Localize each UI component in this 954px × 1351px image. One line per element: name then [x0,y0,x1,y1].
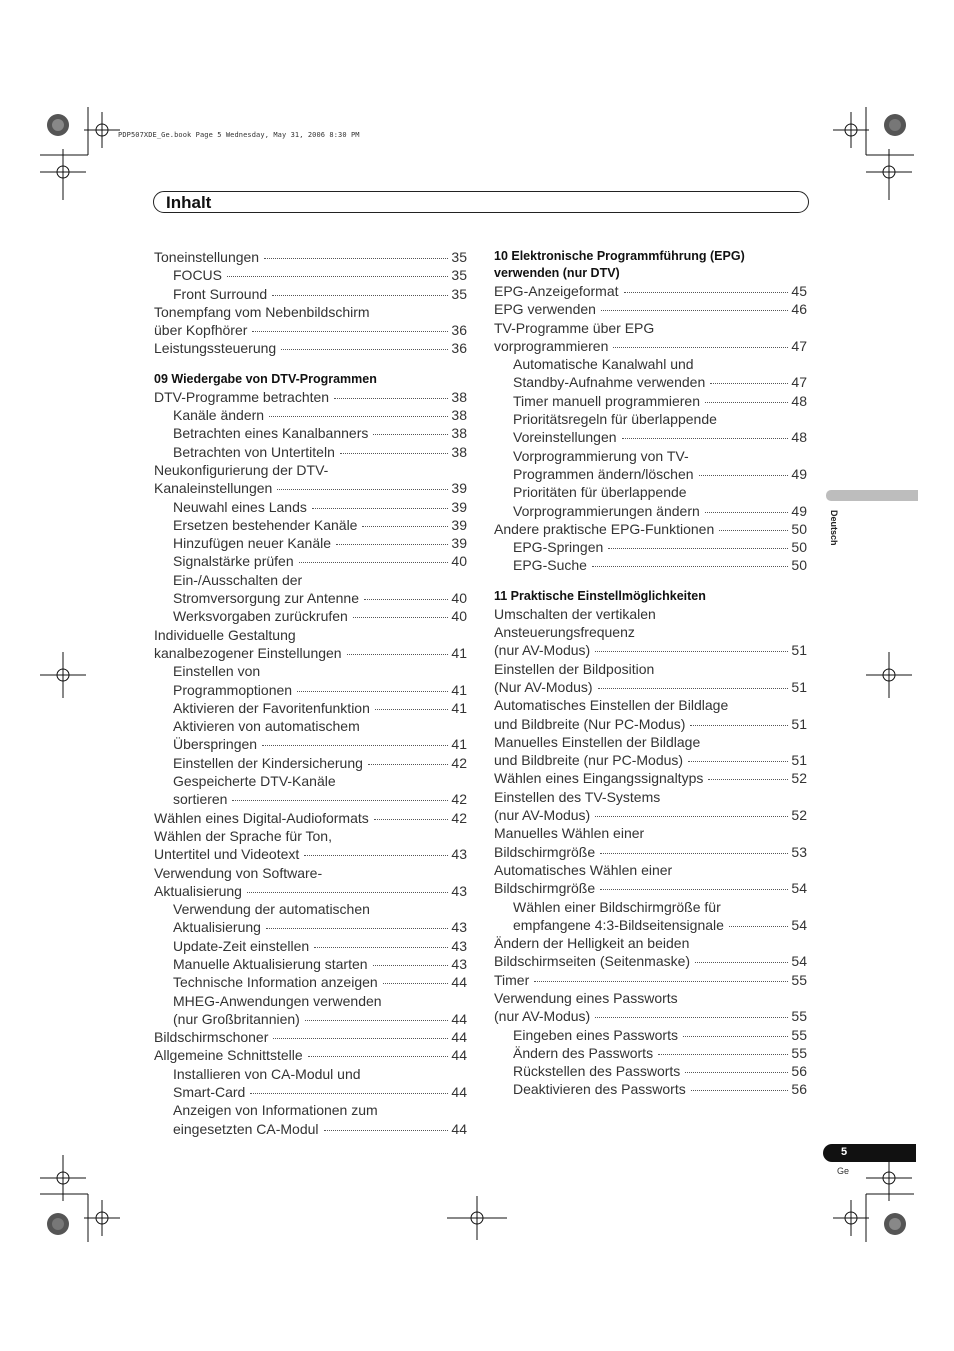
toc-entry-text: MHEG-Anwendungen verwenden [173,992,382,1009]
toc-entry-text: Kanaleinstellungen [154,480,273,497]
toc-entry-text: Signalstärke prüfen [173,553,294,570]
toc-entry[interactable] [494,971,807,989]
dot-leader [336,544,448,545]
toc-entry[interactable] [154,339,467,357]
toc-entry-text: Gespeicherte DTV-Kanäle [173,773,336,790]
dot-leader [595,1017,788,1018]
page-number: 5 [841,1146,848,1158]
page-number-tab [823,1144,916,1162]
toc-entry[interactable] [154,285,467,303]
dot-leader [600,889,788,890]
toc-entry[interactable] [494,605,807,660]
toc-page-number: 52 [791,770,807,787]
toc-entry[interactable] [494,319,807,356]
toc-entry[interactable] [494,392,807,410]
toc-page-number: 42 [451,809,467,826]
toc-entry-text: (Nur AV-Modus) [494,678,593,695]
dot-leader [695,962,788,963]
dot-leader [297,691,448,692]
toc-page-number: 39 [451,480,467,497]
toc-entry-text: Standby-Aufnahme verwenden [513,374,706,391]
toc-entry[interactable] [154,772,467,809]
toc-entry-text: sortieren [173,791,228,808]
toc-entry-text: Verwendung der automatischen [173,901,370,918]
dot-leader [362,526,448,527]
toc-page-number: 54 [791,916,807,933]
dot-leader [374,819,449,820]
toc-page-number: 39 [451,498,467,515]
toc-entry-text: Stromversorgung zur Antenne [173,590,359,607]
toc-entry-text: empfangene 4:3-Bildseitensignale [513,916,724,933]
toc-entry[interactable] [494,556,807,574]
dot-leader [277,489,448,490]
toc-entry[interactable] [494,1044,807,1062]
registration-dot-icon [884,114,906,136]
toc-entry-text: EPG-Suche [513,557,587,574]
toc-entry[interactable] [154,864,467,901]
print-header: PDP507XDE_Ge.book Page 5 Wednesday, May 31, 2006 8:30 PM [118,131,360,139]
crosshair-icon [833,1200,869,1236]
toc-left-column [154,248,467,1138]
toc-page-number: 38 [451,407,467,424]
toc-page-number: 40 [451,590,467,607]
toc-entry-text: Vorprogrammierungen ändern [513,502,700,519]
toc-entry-text: Andere praktische EPG-Funktionen [494,520,715,537]
crosshair-icon [40,149,86,200]
toc-entry-text: Bildschirmgröße [494,880,596,897]
toc-entry[interactable] [154,717,467,754]
toc-entry[interactable] [494,1026,807,1044]
toc-entry-text: Manuelle Aktualisierung starten [173,955,368,972]
toc-entry[interactable] [154,1065,467,1102]
dot-leader [312,508,449,509]
toc-entry-text: Automatisches Einstellen der Bildlage [494,697,729,714]
dot-leader [373,965,449,966]
toc-entry[interactable] [494,769,807,787]
toc-page-number: 35 [451,249,467,265]
toc-entry-text: Verwendung eines Passworts [494,989,678,1006]
toc-entry[interactable] [154,662,467,699]
dot-leader [305,1020,449,1021]
toc-entry-text: TV-Programme über EPG [494,319,655,336]
toc-entry-text: Überspringen [173,736,258,753]
toc-page-number: 44 [451,1047,467,1064]
crosshair-icon [84,1200,120,1236]
toc-page-number: 51 [791,642,807,659]
toc-entry-text: vorprogrammieren [494,337,609,354]
toc-entry[interactable] [154,1028,467,1046]
crosshair-icon [866,149,912,200]
toc-page-number: 52 [791,807,807,824]
dot-leader [364,599,448,600]
toc-entry-text: Hinzufügen neuer Kanäle [173,535,332,552]
dot-leader [705,512,789,513]
crosshair-icon [447,1196,507,1240]
toc-section-heading: 09 Wiedergabe von DTV-Programmen [154,371,377,386]
toc-page-number: 35 [451,285,467,302]
toc-entry-text: Einstellen des TV-Systems [494,788,661,805]
toc-entry[interactable] [154,552,467,570]
toc-page-number: 38 [451,425,467,442]
toc-entry-text: EPG-Anzeigeformat [494,283,619,299]
toc-page-number: 44 [451,1084,467,1101]
dot-leader [347,654,449,655]
toc-entry-text: Werksvorgaben zurückrufen [173,608,348,625]
toc-entry-text: Timer manuell programmieren [513,392,700,409]
toc-entry-text: Tonempfang vom Nebenbildschirm [154,303,370,320]
toc-entry[interactable] [154,809,467,827]
toc-entry-text: Aktivieren von automatischem [173,718,360,735]
toc-page-number: 40 [451,553,467,570]
dot-leader [232,800,448,801]
toc-entry-text: Programmen ändern/löschen [513,465,694,482]
toc-page-number: 48 [791,392,807,409]
toc-entry[interactable] [494,733,807,770]
toc-page-number: 44 [451,974,467,991]
toc-entry-text: (nur AV-Modus) [494,642,591,659]
dot-leader [264,258,448,259]
toc-entry[interactable] [154,1046,467,1064]
toc-entry[interactable] [154,266,467,284]
page-title: Inhalt [166,193,212,212]
dot-leader [719,530,788,531]
dot-leader [705,402,788,403]
side-language-label: Deutsch [829,510,839,546]
toc-entry[interactable] [154,424,467,442]
toc-entry[interactable] [154,626,467,663]
toc-entry[interactable] [494,934,807,971]
dot-leader [308,1056,449,1057]
crosshair-icon [833,112,869,148]
toc-entry[interactable] [154,443,467,461]
toc-entry-text: Technische Information anzeigen [173,974,378,991]
toc-section-heading: 10 Elektronische Programmführung (EPG) verwenden (nur DTV) [494,249,745,280]
toc-page-number: 56 [791,1081,807,1098]
toc-page-number: 47 [791,374,807,391]
dot-leader [699,475,789,476]
toc-entry-text: Allgemeine Schnittstelle [154,1047,303,1064]
toc-entry-text: DTV-Programme betrachten [154,388,330,405]
toc-page-number: 40 [451,608,467,625]
toc-entry-text: (nur Großbritannien) [173,1010,300,1027]
toc-entry[interactable] [494,410,807,447]
toc-entry[interactable] [494,660,807,697]
toc-page-number: 41 [451,644,467,661]
toc-entry-text: Einstellen der Kindersicherung [173,754,363,771]
toc-entry-text: Aktualisierung [154,882,242,899]
toc-page-number: 47 [791,337,807,354]
toc-page-number: 43 [451,919,467,936]
toc-page-number: 55 [791,1044,807,1061]
toc-page-number: 41 [451,736,467,753]
toc-entry[interactable] [494,1080,807,1098]
toc-entry[interactable] [494,989,807,1026]
toc-entry-text: (nur AV-Modus) [494,807,591,824]
toc-entry-text: Smart-Card [173,1084,246,1101]
dot-leader [601,310,788,311]
toc-entry[interactable] [154,498,467,516]
toc-entry-text: Ansteuerungsfrequenz [494,624,635,641]
toc-entry[interactable] [494,282,807,300]
dot-leader [622,438,789,439]
dot-leader [691,1090,789,1091]
toc-entry-text: Toneinstellungen [154,249,260,265]
toc-entry-text: Aktualisierung [173,919,261,936]
crosshair-icon [866,652,912,698]
toc-page-number: 44 [451,1010,467,1027]
dot-leader [683,1036,788,1037]
dot-leader [710,383,788,384]
toc-entry-text: (nur AV-Modus) [494,1008,591,1025]
toc-page-number: 39 [451,516,467,533]
toc-entry-text: Ersetzen bestehender Kanäle [173,516,358,533]
dot-leader [262,745,448,746]
toc-page-number: 51 [791,715,807,732]
dot-leader [729,926,788,927]
toc-entry-text: Verwendung von Software- [154,864,323,881]
toc-entry-text: Front Surround [173,285,268,302]
toc-entry[interactable] [494,520,807,538]
dot-leader [269,416,448,417]
dot-leader [600,853,788,854]
toc-entry-text: Ändern der Helligkeit an beiden [494,935,690,952]
dot-leader [273,1038,448,1039]
toc-page-number: 43 [451,882,467,899]
toc-page-number: 36 [451,340,467,357]
toc-entry[interactable] [154,406,467,424]
toc-page-number: 51 [791,678,807,695]
toc-entry-text: Betrachten eines Kanalbanners [173,425,369,442]
toc-entry-text: Neukonfigurierung der DTV- [154,461,329,478]
dot-leader [624,292,789,293]
registration-dot-icon [47,114,69,136]
toc-entry-text: Prioritätsregeln für überlappende [513,411,717,428]
dot-leader [304,855,448,856]
toc-page-number: 43 [451,955,467,972]
toc-page-number: 55 [791,971,807,988]
crosshair-icon [84,112,120,148]
toc-entry[interactable] [154,248,467,266]
toc-entry[interactable] [494,824,807,861]
toc-entry-text: Timer [494,971,530,988]
toc-page-number: 44 [451,1029,467,1046]
toc-entry[interactable] [154,303,467,340]
page-language-code: Ge [837,1166,850,1176]
dot-leader [266,928,448,929]
toc-entry-text: Installieren von CA-Modul und [173,1065,361,1082]
toc-entry-text: Rückstellen des Passworts [513,1063,681,1080]
dot-leader [592,566,788,567]
toc-page-number: 54 [791,880,807,897]
toc-entry-text: Update-Zeit einstellen [173,937,310,954]
registration-dot-icon [47,1213,69,1235]
dot-leader [534,981,788,982]
toc-entry-text: Bildschirmseiten (Seitenmaske) [494,953,691,970]
dot-leader [227,276,448,277]
toc-page-number: 46 [791,301,807,318]
toc-page-number: 45 [791,283,807,299]
dot-leader [353,617,449,618]
toc-entry-text: und Bildbreite (Nur PC-Modus) [494,715,686,732]
toc-entry-text: Aktivieren der Favoritenfunktion [173,699,370,716]
dot-leader [281,349,448,350]
toc-entry-text: Einstellen von [173,663,261,680]
dot-leader [658,1054,788,1055]
toc-entry-text: Kanäle ändern [173,407,265,424]
toc-entry[interactable] [494,483,807,520]
toc-page-number: 41 [451,681,467,698]
toc-page-number: 41 [451,699,467,716]
dot-leader [690,725,788,726]
toc-entry[interactable] [154,900,467,937]
toc-entry-text: Eingeben eines Passworts [513,1026,678,1043]
toc-entry[interactable] [154,754,467,772]
toc-entry-text: eingesetzten CA-Modul [173,1120,319,1137]
toc-entry-text: Wählen einer Bildschirmgröße für [513,898,721,915]
toc-entry[interactable] [154,699,467,717]
toc-entry-text: Ein-/Ausschalten der [173,571,303,588]
toc-entry-text: Umschalten der vertikalen [494,605,656,622]
toc-page-number: 42 [451,754,467,771]
toc-page-number: 49 [791,465,807,482]
toc-entry[interactable] [154,1101,467,1138]
dot-leader [613,347,788,348]
dot-leader [252,331,448,332]
toc-entry-text: Leistungssteuerung [154,340,277,357]
toc-page-number: 43 [451,846,467,863]
toc-entry[interactable] [494,788,807,825]
dot-leader [250,1093,448,1094]
toc-entry[interactable] [154,955,467,973]
dot-leader [340,453,449,454]
dot-leader [598,688,789,689]
toc-entry-text: Wählen eines Eingangssignaltyps [494,770,704,787]
dot-leader [375,709,449,710]
toc-page-number: 35 [451,267,467,284]
toc-entry-text: kanalbezogener Einstellungen [154,644,342,661]
dot-leader [688,761,788,762]
toc-page-number: 50 [791,539,807,556]
toc-page-number: 51 [791,752,807,769]
toc-page-number: 53 [791,843,807,860]
dot-leader [247,892,448,893]
toc-entry[interactable] [494,300,807,318]
toc-entry[interactable] [154,973,467,991]
toc-entry[interactable] [154,937,467,955]
toc-entry-text: Neuwahl eines Lands [173,498,307,515]
toc-entry[interactable] [154,571,467,608]
toc-entry-text: Manuelles Einstellen der Bildlage [494,733,701,750]
toc-page-number: 55 [791,1008,807,1025]
toc-page-number: 36 [451,322,467,339]
toc-entry[interactable] [494,898,807,935]
toc-entry-text: FOCUS [173,267,222,284]
toc-entry-text: Ändern des Passworts [513,1044,654,1061]
toc-page-number: 49 [791,502,807,519]
toc-right-column [494,248,807,1099]
toc-entry-text: Programmoptionen [173,681,293,698]
toc-entry-text: Automatisches Wählen einer [494,861,673,878]
dot-leader [608,548,788,549]
toc-entry[interactable] [494,355,807,392]
toc-page-number: 42 [451,791,467,808]
toc-page-number: 50 [791,520,807,537]
dot-leader [708,779,788,780]
toc-entry[interactable] [494,447,807,484]
crosshair-icon [40,652,86,698]
toc-entry[interactable] [154,461,467,498]
toc-entry[interactable] [494,861,807,898]
toc-entry[interactable] [154,516,467,534]
toc-entry-text: Bildschirmschoner [154,1029,269,1046]
toc-entry[interactable] [154,827,467,864]
toc-section-heading: 11 Praktische Einstellmöglichkeiten [494,588,706,603]
dot-leader [383,983,449,984]
toc-entry-text: Wählen der Sprache für Ton, [154,827,332,844]
dot-leader [334,398,448,399]
dot-leader [314,947,448,948]
dot-leader [368,764,449,765]
toc-entry[interactable] [154,388,467,406]
dot-leader [373,434,448,435]
toc-page-number: 48 [791,429,807,446]
toc-entry[interactable] [494,1062,807,1080]
toc-entry-text: Voreinstellungen [513,429,617,446]
toc-entry-text: Vorprogrammierung von TV- [513,447,689,464]
toc-entry-text: über Kopfhörer [154,322,248,339]
toc-page-number: 54 [791,953,807,970]
dot-leader [324,1130,449,1131]
toc-entry-text: Manuelles Wählen einer [494,825,645,842]
toc-entry-text: Individuelle Gestaltung [154,626,296,643]
dot-leader [685,1072,788,1073]
toc-entry[interactable] [494,696,807,733]
toc-page-number: 44 [451,1120,467,1137]
toc-entry-text: Untertitel und Videotext [154,846,300,863]
toc-entry-text: Bildschirmgröße [494,843,596,860]
language-side-tab [826,490,918,501]
dot-leader [272,295,448,296]
toc-page-number: 56 [791,1063,807,1080]
toc-page-number: 50 [791,557,807,574]
title-bar [153,191,809,213]
dot-leader [595,651,788,652]
toc-entry-text: Automatische Kanalwahl und [513,356,694,373]
toc-entry[interactable] [494,538,807,556]
dot-leader [595,816,788,817]
toc-entry-text: EPG-Springen [513,539,604,556]
toc-entry-text: Anzeigen von Informationen zum [173,1102,378,1119]
toc-entry[interactable] [154,607,467,625]
toc-entry-text: Einstellen der Bildposition [494,660,655,677]
toc-entry[interactable] [154,534,467,552]
toc-entry-text: Deaktivieren des Passworts [513,1081,686,1098]
toc-entry-text: Wählen eines Digital-Audioformats [154,809,369,826]
toc-entry[interactable] [154,992,467,1029]
toc-entry-text: EPG verwenden [494,301,596,318]
toc-page-number: 39 [451,535,467,552]
toc-page-number: 43 [451,937,467,954]
toc-page-number: 38 [451,388,467,405]
toc-entry-text: Prioritäten für überlappende [513,484,687,501]
registration-dot-icon [884,1213,906,1235]
toc-entry-text: Betrachten von Untertiteln [173,443,335,460]
toc-page-number: 38 [451,443,467,460]
toc-entry-text: und Bildbreite (nur PC-Modus) [494,752,684,769]
dot-leader [299,562,449,563]
toc-page-number: 55 [791,1026,807,1043]
